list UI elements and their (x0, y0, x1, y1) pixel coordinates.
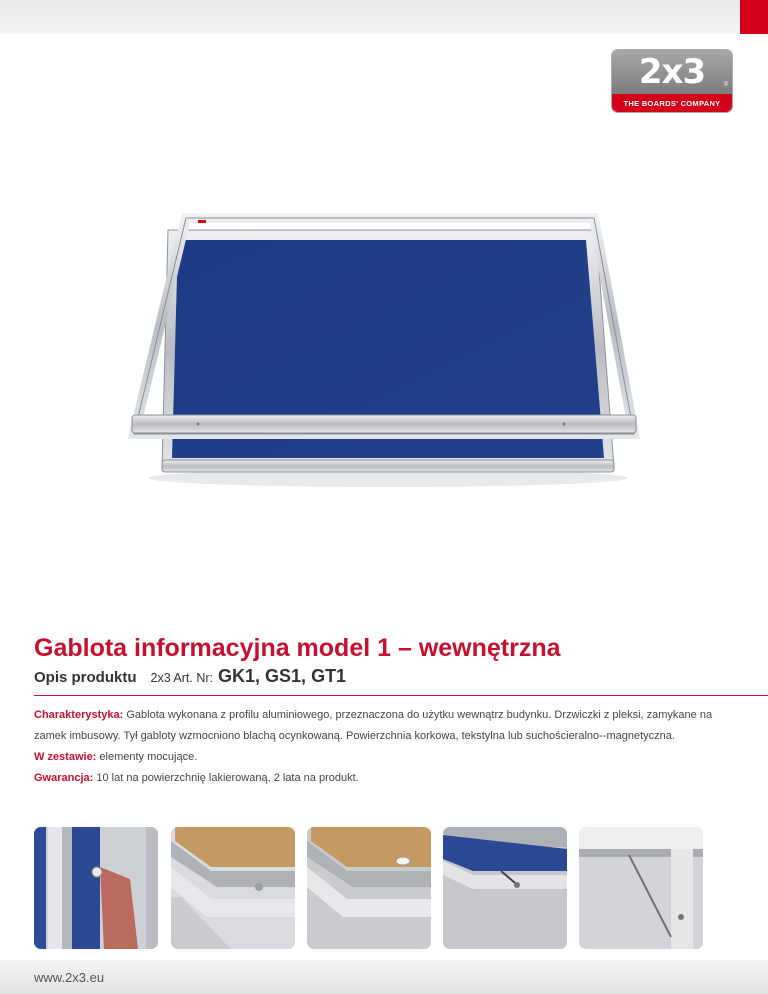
top-band (0, 0, 768, 34)
logo-tagline: THE BOARDS' COMPANY (612, 94, 732, 112)
brand-mark-tiny (198, 220, 206, 223)
logo-brand-mark: 2x3 (612, 50, 732, 94)
product-image-display-case (128, 208, 640, 488)
included-paragraph (34, 747, 734, 768)
warranty-paragraph (34, 768, 734, 789)
detail-thumbnails (34, 827, 768, 949)
footer-band (0, 960, 768, 994)
characteristics-paragraph (34, 705, 734, 747)
divider-rule (34, 695, 768, 696)
characteristics-text: Gablota wykonana z profilu aluminiowego, przeznaczona do użytku wewnątrz budynku. Drzwiczki z pleksi, zamykane na zamek imbusowy. Tył gabloty wzmocniono blachą ocynkowaną. Powierzchnia korkowa, tekstylna lub suchościeralno--magnetyczna. (34, 709, 713, 742)
back-bottom-rail (162, 460, 614, 472)
warranty-label: Gwarancja: (34, 772, 94, 784)
product-meta (34, 666, 346, 687)
warranty-text: 10 lat na powierzchnię lakierowaną, 2 lata na produkt. (96, 772, 359, 784)
top-red-accent (740, 0, 768, 34)
page-title: Gablota informacyjna model 1 – wewnętrzna (34, 634, 561, 662)
rail-screw-left (197, 423, 200, 426)
thumbnail-door-support-arm (579, 827, 703, 949)
article-codes: GK1, GS1, GT1 (218, 666, 347, 686)
characteristics-label: Charakterystyka: (34, 709, 124, 721)
rail-screw-right (563, 423, 566, 426)
included-label: W zestawie: (34, 751, 97, 763)
logo-registered-mark: ® (723, 82, 728, 88)
thumbnail-door-hinge (34, 827, 158, 949)
product-details (34, 705, 734, 789)
article-prefix: 2x3 Art. Nr: (150, 671, 214, 685)
included-text: elementy mocujące. (99, 751, 198, 763)
thumbnail-cork-lock (307, 827, 431, 949)
door-bottom-rail (132, 415, 636, 433)
description-label: Opis produktu (34, 669, 137, 686)
brand-logo (612, 50, 732, 112)
footer-website-link[interactable]: www.2x3.eu (34, 970, 105, 985)
thumbnail-cork-corner (171, 827, 295, 949)
thumbnail-blue-lock (443, 827, 567, 949)
